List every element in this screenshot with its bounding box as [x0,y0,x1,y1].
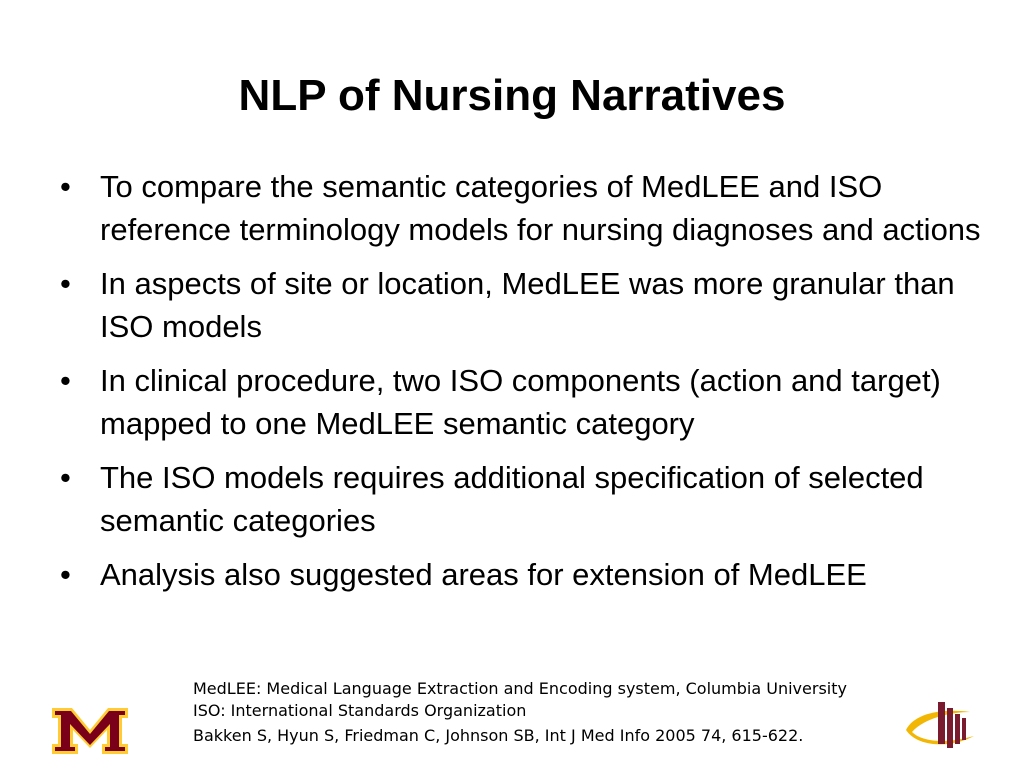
bullet-symbol: • [60,169,71,204]
bullet-item [60,262,990,348]
slide-title: NLP of Nursing Narratives [238,71,786,120]
bullet-item [60,456,990,542]
university-of-minnesota-m-logo [50,706,130,756]
bullet-text: The ISO models requires additional specification of selected semantic categories [100,460,924,538]
logo-bar [947,708,953,748]
footnote-iso: ISO: International Standards Organization [193,701,527,720]
bullet-item [60,553,990,596]
bullet-text: In aspects of site or location, MedLEE was more granular than ISO models [100,266,955,344]
logo-bar [938,702,945,744]
bullet-text: In clinical procedure, two ISO components (action and target) mapped to one MedLEE semantic category [100,363,941,441]
logo-bar [955,714,960,744]
bullet-symbol: • [60,557,71,592]
bullet-symbol: • [60,363,71,398]
footnote-medlee: MedLEE: Medical Language Extraction and Encoding system, Columbia University [193,679,847,698]
footnote-citation: Bakken S, Hyun S, Friedman C, Johnson SB, Int J Med Info 2005 74, 615-622. [193,726,804,745]
bullet-list [60,165,990,607]
bullet-text: Analysis also suggested areas for extension of MedLEE [100,557,867,592]
bullet-symbol: • [60,266,71,301]
bullet-symbol: • [60,460,71,495]
bullet-item [60,165,990,251]
bullet-item [60,359,990,445]
footnotes [193,678,913,747]
bullet-text: To compare the semantic categories of MedLEE and ISO reference terminology models for nursing diagnoses and actions [100,169,981,247]
logo-bar [962,718,966,740]
institution-emblem-logo [900,696,990,756]
